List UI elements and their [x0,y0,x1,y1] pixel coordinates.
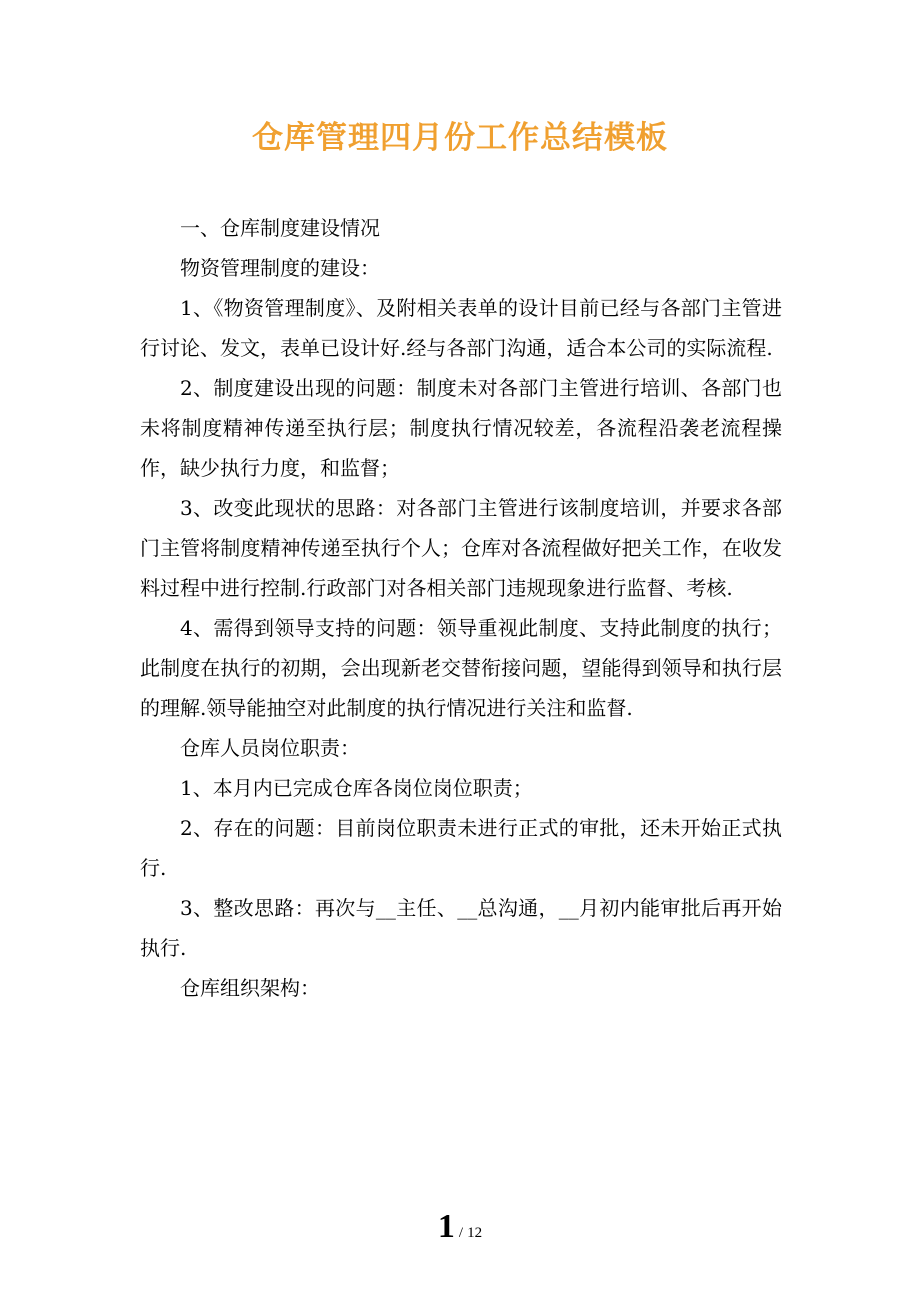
page-total: 12 [467,1225,483,1241]
section-heading-warehouse-system: 一、仓库制度建设情况 [180,216,380,240]
subheading-staff-duties: 仓库人员岗位职责： [180,736,360,760]
subheading-org-structure: 仓库组织架构： [180,976,320,1000]
page-number: 1 [437,1208,455,1245]
paragraph-item-1: 1、《物资管理制度》、及附相关表单的设计目前已经与各部门主管进行讨论、发文，表单已设计好.经与各部门沟通，适合本公司的实际流程. [140,296,782,360]
document-title: 仓库管理四月份工作总结模板 [252,120,668,156]
paragraph-duties-2: 2、存在的问题：目前岗位职责未进行正式的审批，还未开始正式执行. [140,816,782,880]
document-body [140,208,782,1008]
paragraph-item-4: 4、需得到领导支持的问题：领导重视此制度、支持此制度的执行；此制度在执行的初期，会出现新老交替衔接问题，望能得到领导和执行层的理解.领导能抽空对此制度的执行情况进行关注和监督. [140,616,782,720]
subheading-material-management: 物资管理制度的建设： [180,256,380,280]
paragraph-duties-1: 1、本月内已完成仓库各岗位岗位职责； [180,776,533,800]
page-separator: / [458,1225,464,1241]
paragraph-duties-3: 3、整改思路：再次与__主任、__总沟通，__月初内能审批后再开始执行. [140,896,782,960]
paragraph-item-2: 2、制度建设出现的问题：制度未对各部门主管进行培训、各部门也未将制度精神传递至执行层；制度执行情况较差，各流程沿袭老流程操作，缺少执行力度，和监督； [140,376,782,480]
page-footer [0,1208,920,1246]
paragraph-item-3: 3、改变此现状的思路：对各部门主管进行该制度培训，并要求各部门主管将制度精神传递至执行个人；仓库对各流程做好把关工作，在收发料过程中进行控制.行政部门对各相关部门违规现象进行监督、考核. [140,496,782,600]
